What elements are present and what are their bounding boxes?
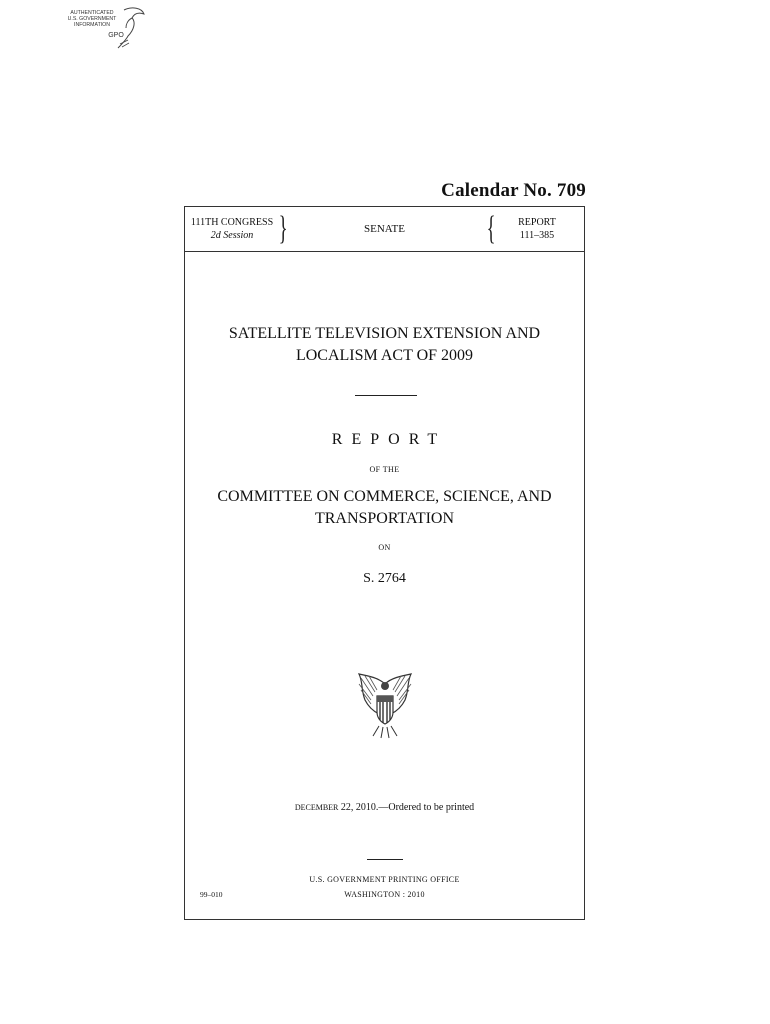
auth-line-4: GPO [108, 32, 124, 39]
order-text: 22, 2010.—Ordered to be printed [338, 802, 475, 813]
report-heading: REPORT [331, 431, 447, 448]
chamber-label: SENATE [364, 223, 405, 235]
printing-office: U.S. GOVERNMENT PRINTING OFFICE [309, 875, 460, 884]
title-line-1: SATELLITE TELEVISION EXTENSION AND [228, 325, 541, 342]
divider-rule [355, 395, 417, 396]
order-month: DECEMBER [294, 803, 339, 812]
auth-line-2: U.S. GOVERNMENT [67, 16, 117, 22]
report-cover-frame [184, 206, 585, 920]
auth-line-3: INFORMATION [74, 22, 110, 28]
committee-name [185, 486, 584, 530]
gpo-authenticated-logo [62, 6, 148, 50]
right-brace-icon: } [278, 210, 288, 247]
congress-number: 111TH CONGRESS [190, 217, 274, 228]
auth-line-1: AUTHENTICATED [70, 10, 114, 16]
title-line-2: LOCALISM ACT OF 2009 [295, 347, 474, 364]
report-label: REPORT [518, 217, 556, 228]
of-the-label: OF THE [369, 465, 400, 474]
printing-location: WASHINGTON : 2010 [344, 890, 425, 899]
jacket-number: 99–010 [200, 890, 223, 899]
eagle-seal-icon [349, 670, 421, 742]
on-label: ON [378, 543, 391, 552]
session-label: 2d Session [210, 230, 254, 241]
order-date [185, 802, 584, 813]
document-title [185, 323, 584, 367]
bill-number: S. 2764 [363, 571, 406, 586]
calendar-number: Calendar No. 709 [441, 180, 586, 201]
report-header [185, 207, 584, 252]
report-number: 111–385 [519, 230, 555, 241]
committee-line-1: COMMITTEE ON COMMERCE, SCIENCE, AND [217, 488, 552, 505]
left-brace-icon: { [486, 210, 496, 247]
eagle-outline-icon [118, 8, 144, 48]
committee-line-2: TRANSPORTATION [314, 510, 455, 527]
divider-rule-bottom [367, 859, 403, 860]
report-info [512, 216, 562, 242]
